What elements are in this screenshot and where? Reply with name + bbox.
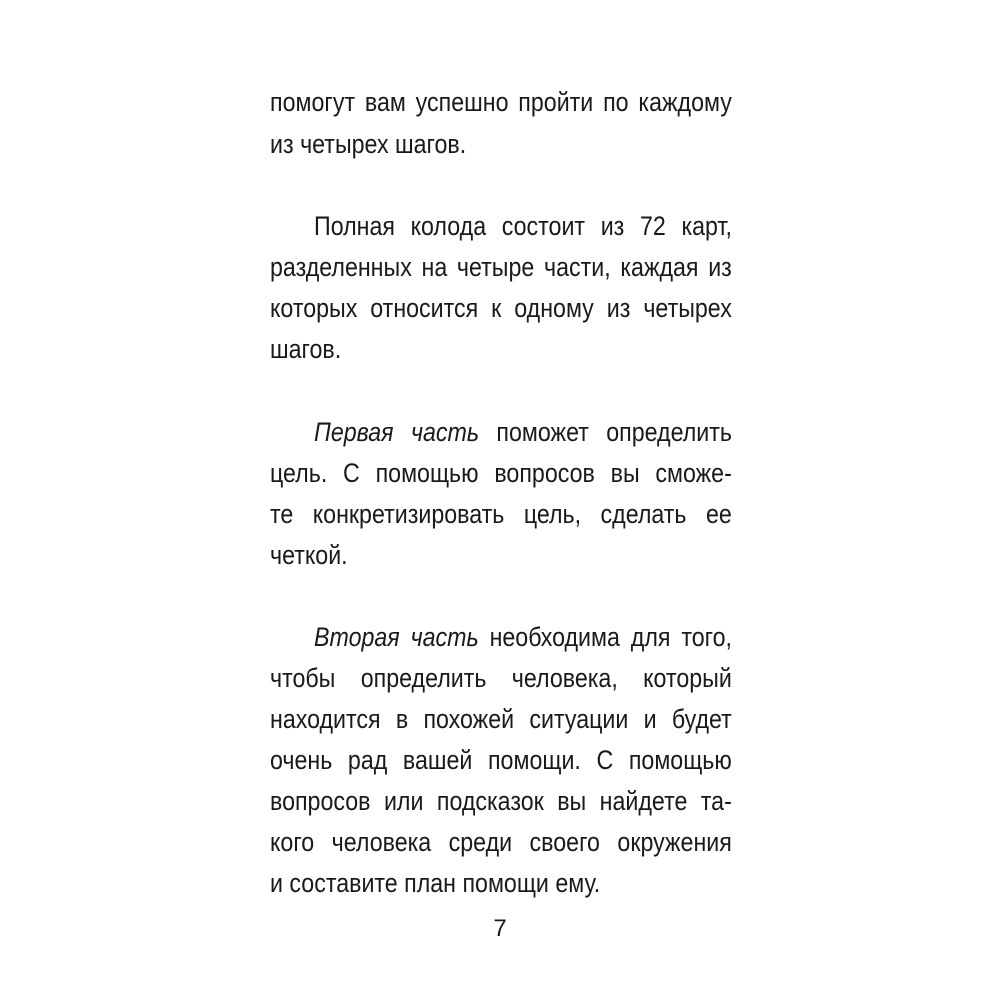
paragraph-4-line-6: кого человека среди своего окружения <box>270 827 732 857</box>
paragraph-2-line-2: разделенных на четыре части, каждая из <box>270 252 732 282</box>
paragraph-3-line-2: цель. С помощью вопросов вы сможе- <box>270 458 732 488</box>
paragraph-2-line-4: шагов. <box>270 334 342 364</box>
paragraph-4-line-3: находится в похожей ситуации и будет <box>270 704 732 734</box>
paragraph-4-line-4: очень рад вашей помощи. С помощью <box>270 745 732 775</box>
paragraph-3-line-1-text: поможет определить <box>496 417 732 447</box>
paragraph-4-line-1 <box>314 617 732 657</box>
paragraph-2-line-3: которых относится к одному из четырех <box>270 293 732 323</box>
paragraph-4-italic-lead: Вторая часть <box>314 622 479 652</box>
paragraph-3-line-3: те конкретизировать цель, сделать ее <box>270 499 732 529</box>
paragraph-4-line-5: вопросов или подсказок вы найдете та- <box>270 786 732 816</box>
paragraph-4-line-1-text: необходима для того, <box>489 622 732 652</box>
paragraph-2-line-1: Полная колода состоит из 72 карт, <box>314 211 732 241</box>
page-number: 7 <box>493 915 507 942</box>
paragraph-3-line-4: четкой. <box>270 540 348 570</box>
paragraph-3-italic-lead: Первая часть <box>314 417 480 447</box>
paragraph-4-line-2: чтобы определить человека, который <box>270 663 732 693</box>
paragraph-1-line-1: помогут вам успешно пройти по каждому <box>270 87 732 117</box>
paragraph-3-line-1 <box>314 412 732 452</box>
paragraph-4-line-7: и составите план помощи ему. <box>270 868 601 898</box>
paragraph-1-line-2: из четырех шагов. <box>270 129 467 159</box>
